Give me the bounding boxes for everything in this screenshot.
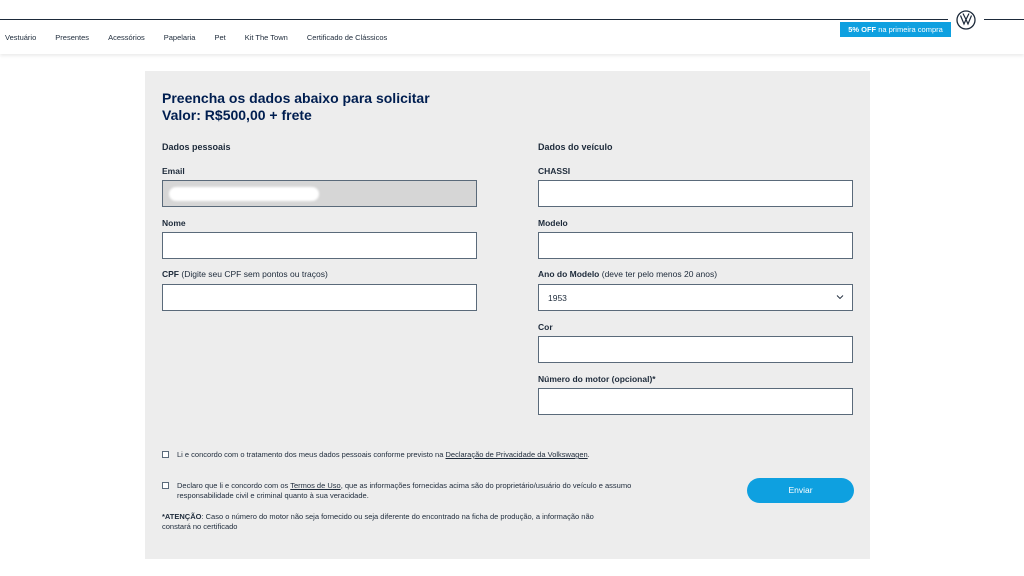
promo-badge[interactable] bbox=[840, 22, 951, 37]
redacted-email bbox=[169, 187, 319, 201]
year-selected-value: 1953 bbox=[548, 293, 567, 303]
nav-item-pet[interactable]: Pet bbox=[214, 33, 226, 42]
privacy-declaration-link[interactable]: Declaração de Privacidade da Volkswagen bbox=[445, 450, 588, 459]
engine-number-field[interactable] bbox=[538, 388, 853, 415]
form-title-price: Valor: R$500,00 + frete bbox=[162, 107, 312, 123]
email-field[interactable] bbox=[162, 180, 477, 207]
vw-logo-icon[interactable] bbox=[956, 10, 976, 30]
nav-item-certificado[interactable]: Certificado de Clássicos bbox=[306, 33, 388, 42]
nav-item-presentes[interactable]: Presentes bbox=[55, 33, 90, 42]
promo-bold: 5% OFF bbox=[848, 25, 877, 34]
cpf-field[interactable] bbox=[162, 284, 477, 311]
privacy-end: . bbox=[587, 450, 590, 459]
attention-bold: *ATENÇÃO bbox=[162, 512, 202, 521]
email-label: Email bbox=[162, 166, 185, 176]
personal-data-heading: Dados pessoais bbox=[162, 142, 231, 152]
promo-text: na primeira compra bbox=[876, 25, 943, 34]
site-header bbox=[0, 0, 1024, 54]
name-label: Nome bbox=[162, 218, 186, 228]
engine-number-label: Número do motor (opcional)* bbox=[538, 374, 656, 384]
main-nav bbox=[5, 33, 406, 42]
nav-item-papelaria[interactable]: Papelaria bbox=[163, 33, 196, 42]
terms-of-use-link[interactable]: Termos de Uso bbox=[290, 481, 341, 490]
year-select[interactable] bbox=[538, 284, 853, 311]
request-form bbox=[145, 71, 870, 559]
cpf-label-text: CPF bbox=[162, 269, 179, 279]
model-label: Modelo bbox=[538, 218, 568, 228]
attention-text: : Caso o número do motor não seja fornecido ou seja diferente do encontrado na ficha de produção, a informação não constará no certificado bbox=[162, 512, 594, 531]
privacy-text: Li e concordo com o tratamento dos meus dados pessoais conforme previsto na bbox=[177, 450, 446, 459]
chassi-field[interactable] bbox=[538, 180, 853, 207]
privacy-consent bbox=[162, 450, 612, 460]
terms-checkbox[interactable] bbox=[162, 482, 169, 489]
vehicle-data-heading: Dados do veículo bbox=[538, 142, 613, 152]
terms-text: Declaro que li e concordo com os bbox=[177, 481, 291, 490]
form-title bbox=[162, 90, 430, 124]
terms-end: , que as informações fornecidas acima são do proprietário/usuário do veículo e assumo responsabilidade civil e criminal quanto à sua veracidade. bbox=[177, 481, 632, 500]
terms-consent-text bbox=[177, 481, 632, 501]
year-label-text: Ano do Modelo bbox=[538, 269, 600, 279]
privacy-consent-text bbox=[177, 450, 590, 460]
attention-note bbox=[162, 512, 612, 532]
chevron-down-icon bbox=[836, 293, 844, 301]
form-title-line1: Preencha os dados abaixo para solicitar bbox=[162, 90, 430, 106]
header-divider bbox=[0, 19, 948, 20]
year-label bbox=[538, 269, 717, 279]
nav-item-acessorios[interactable]: Acessórios bbox=[108, 33, 145, 42]
header-divider-right bbox=[984, 19, 1024, 20]
terms-consent bbox=[162, 481, 632, 501]
submit-button[interactable]: Enviar bbox=[747, 478, 854, 503]
color-field[interactable] bbox=[538, 336, 853, 363]
model-field[interactable] bbox=[538, 232, 853, 259]
nav-item-kit-the-town[interactable]: Kit The Town bbox=[244, 33, 288, 42]
cpf-label bbox=[162, 269, 328, 279]
cpf-hint: (Digite seu CPF sem pontos ou traços) bbox=[179, 269, 328, 279]
name-field[interactable] bbox=[162, 232, 477, 259]
privacy-checkbox[interactable] bbox=[162, 451, 169, 458]
nav-item-vestuario[interactable]: Vestuário bbox=[5, 33, 37, 42]
year-hint: (deve ter pelo menos 20 anos) bbox=[599, 269, 718, 279]
chassi-label: CHASSI bbox=[538, 166, 571, 176]
color-label: Cor bbox=[538, 322, 553, 332]
